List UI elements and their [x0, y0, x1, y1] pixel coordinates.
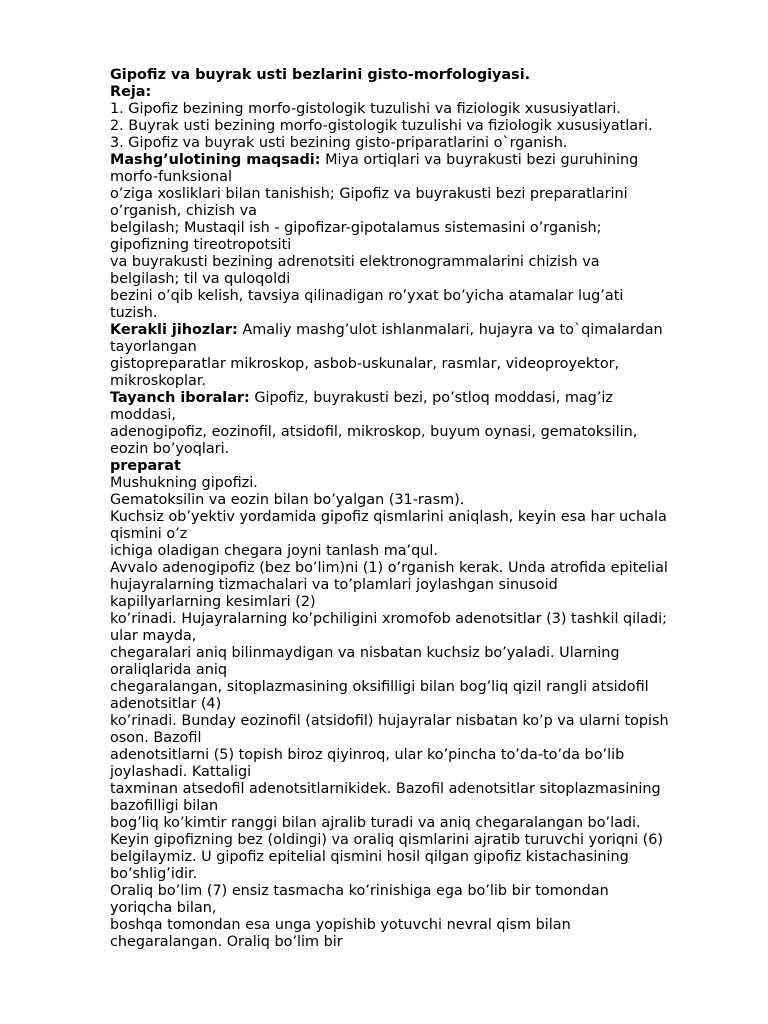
body-line: boshqa tomondan esa unga yopishib yotuvchi nevral qism bilan: [110, 917, 571, 933]
iboralar-line: [110, 390, 720, 407]
body-line: Gematoksilin va eozin bilan bo’yalgan (31-rasm).: [110, 492, 465, 508]
body-line: yoriqcha bilan,: [110, 900, 217, 916]
body-line: taxminan atsedofil adenotsitlarnikidek. Bazofil adenotsitlar sitoplazmasining: [110, 781, 661, 797]
body-line: ichiga oladigan chegara joyni tanlash ma’qul.: [110, 543, 438, 559]
reja-heading: Reja:: [110, 84, 152, 100]
maqsad-line: gipofizning tireotropotsiti: [110, 237, 292, 253]
maqsad-line: o’ziga xosliklari bilan tanishish; Gipofiz va buyrakusti bezi preparatlarini: [110, 186, 628, 202]
body-line: oraliqlarida aniq: [110, 662, 228, 678]
body-line: chegaralangan, sitoplazmasining oksifilligi bilan bog’liq qizil rangli atsidofil: [110, 679, 649, 695]
maqsad-line: belgilash; Mustaqil ish - gipofizar-gipotalamus sistemasini o’rganish;: [110, 220, 602, 236]
maqsad-line: tuzish.: [110, 305, 158, 321]
preparat-heading: preparat: [110, 458, 181, 474]
body-line: bog’liq ko’kimtir ranggi bilan ajralib turadi va aniq chegaralangan bo’ladi.: [110, 815, 641, 831]
iboralar-label: Tayanch iboralar:: [110, 390, 250, 406]
body-line: ular mayda,: [110, 628, 197, 644]
reja-item: 2. Buyrak usti bezining morfo-gistologik tuzulishi va fiziologik xususiyatlari.: [110, 118, 653, 134]
iboralar-line: eozin bo’yoqlari.: [110, 441, 230, 457]
jihozlar-line: [110, 322, 720, 339]
maqsad-line: morfo-funksional: [110, 169, 232, 185]
iboralar-text: Gipofiz, buyrakusti bezi, po’stloq moddasi, mag’iz: [249, 390, 613, 406]
jihozlar-line: gistopreparatlar mikroskop, asbob-uskunalar, rasmlar, videoproyektor,: [110, 356, 620, 372]
body-line: oson. Bazofil: [110, 730, 202, 746]
body-line: belgilaymiz. U gipofiz epitelial qismini hosil qilgan gipofiz kistachasining: [110, 849, 629, 865]
body-line: kapillyarlarning kesimlari (2): [110, 594, 316, 610]
body-line: hujayralarning tizmachalari va to’plamlari joylashgan sinusoid: [110, 577, 558, 593]
body-line: ko’rinadi. Bunday eozinofil (atsidofil) hujayralar nisbatan ko’p va ularni topish: [110, 713, 669, 729]
maqsad-text: Miya ortiqlari va buyrakusti bezi guruhining: [320, 152, 639, 168]
body-line: ko’rinadi. Hujayralarning ko’pchiligini xromofob adenotsitlar (3) tashkil qiladi;: [110, 611, 667, 627]
maqsad-line: [110, 152, 720, 169]
body-line: chegaralangan. Oraliq bo’lim bir: [110, 934, 343, 950]
jihozlar-line: mikroskoplar.: [110, 373, 206, 389]
jihozlar-label: Kerakli jihozlar:: [110, 322, 238, 338]
body-line: bo’shlig’idir.: [110, 866, 198, 882]
jihozlar-text: Amaliy mashg’ulot ishlanmalari, hujayra va to`qimalardan: [237, 322, 663, 338]
document-body: [110, 67, 720, 951]
reja-item: 1. Gipofiz bezining morfo-gistologik tuzulishi va fiziologik xususiyatlari.: [110, 101, 621, 117]
body-line: Oraliq bo’lim (7) ensiz tasmacha ko’rinishiga ega bo’lib bir tomondan: [110, 883, 609, 899]
reja-item: 3. Gipofiz va buyrak usti bezining gisto-priparatlarini o`rganish.: [110, 135, 568, 151]
body-line: adenotsitlar (4): [110, 696, 222, 712]
iboralar-line: moddasi,: [110, 407, 176, 423]
body-line: adenotsitlarni (5) topish biroz qiyinroq, ular ko’pincha to’da-to’da bo’lib: [110, 747, 625, 763]
body-line: joylashadi. Kattaligi: [110, 764, 252, 780]
maqsad-line: bezini o’qib kelish, tavsiya qilinadigan ro’yxat bo’yicha atamalar lug’ati: [110, 288, 624, 304]
body-line: Avvalo adenogipofiz (bez bo’lim)ni (1) o’rganish kerak. Unda atrofida epitelial: [110, 560, 668, 576]
body-line: Keyin gipofizning bez (oldingi) va oraliq qismlarini ajratib turuvchi yoriqni (6): [110, 832, 664, 848]
maqsad-label: Mashg’ulotining maqsadi:: [110, 152, 321, 168]
maqsad-line: va buyrakusti bezining adrenotsiti elektronogrammalarini chizish va: [110, 254, 600, 270]
iboralar-line: adenogipofiz, eozinofil, atsidofil, mikroskop, buyum oynasi, gematoksilin,: [110, 424, 638, 440]
body-line: chegaralari aniq bilinmaydigan va nisbatan kuchsiz bo’yaladi. Ularning: [110, 645, 620, 661]
body-line: bazofilligi bilan: [110, 798, 219, 814]
maqsad-line: o’rganish, chizish va: [110, 203, 257, 219]
body-line: Kuchsiz ob’yektiv yordamida gipofiz qismlarini aniqlash, keyin esa har uchala: [110, 509, 667, 525]
jihozlar-line: tayorlangan: [110, 339, 197, 355]
document-title: Gipofiz va buyrak usti bezlarini gisto-morfologiyasi.: [110, 67, 531, 83]
body-line: Mushukning gipofizi.: [110, 475, 258, 491]
maqsad-line: belgilash; til va quloqoldi: [110, 271, 291, 287]
body-line: qismini o’z: [110, 526, 188, 542]
